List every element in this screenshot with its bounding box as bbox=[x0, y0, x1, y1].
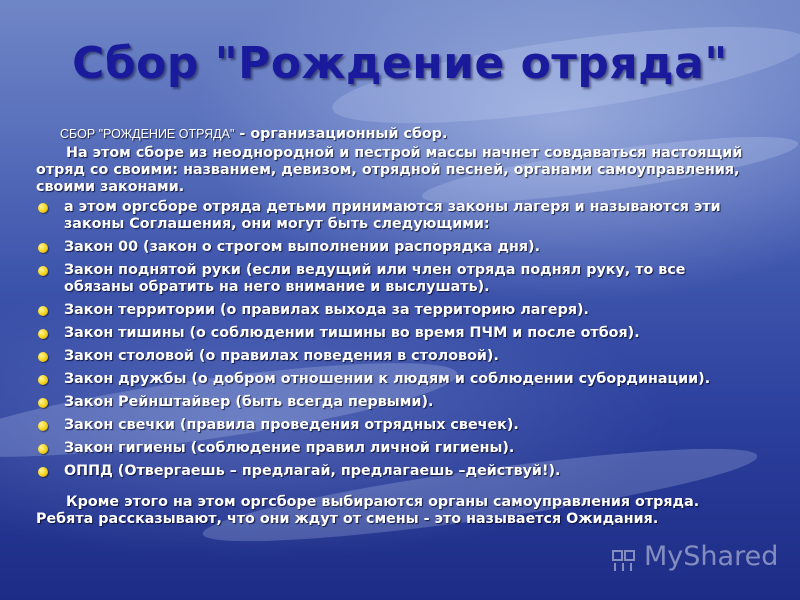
lead-line bbox=[36, 126, 754, 143]
lead-label: СБОР "РОЖДЕНИЕ ОТРЯДА" bbox=[60, 127, 235, 141]
watermark-logo bbox=[610, 534, 790, 580]
bullet-icon bbox=[38, 243, 48, 253]
list-item bbox=[36, 199, 754, 233]
list-item bbox=[36, 440, 754, 457]
list-item bbox=[36, 394, 754, 411]
list-item bbox=[36, 348, 754, 365]
bullet-icon bbox=[38, 398, 48, 408]
list-item-text: Закон 00 (закон о строгом выполнении распорядка дня). bbox=[64, 239, 541, 255]
laws-list bbox=[36, 199, 754, 480]
list-item bbox=[36, 239, 754, 256]
bullet-icon bbox=[38, 375, 48, 385]
bullet-icon bbox=[38, 444, 48, 454]
bullet-icon bbox=[38, 421, 48, 431]
watermark-text: MyShared bbox=[644, 541, 779, 572]
list-item bbox=[36, 302, 754, 319]
slide-title: Сбор "Рождение отряда" bbox=[72, 38, 728, 89]
bullet-icon bbox=[38, 266, 48, 276]
bullet-icon bbox=[38, 203, 48, 213]
list-item-text: Закон тишины (о соблюдении тишины во время ПЧМ и после отбоя). bbox=[64, 325, 640, 341]
list-item-text: Закон поднятой руки (если ведущий или член отряда поднял руку, то все обязаны обратить на него внимание и выслушать). bbox=[64, 262, 686, 295]
intro-paragraph: На этом сборе из неоднородной и пестрой массы начнет совдаваться настоящий отряд со своими: названием, девизом, отрядной песней, органами самоуправления, своими законами. bbox=[36, 145, 743, 195]
list-item bbox=[36, 371, 754, 388]
list-item-text: Закон Рейнштайвер (быть всегда первыми). bbox=[64, 394, 434, 410]
list-item-text: а этом оргсборе отряда детьми принимаются законы лагеря и называются эти законы Соглашения, они могут быть следующими: bbox=[64, 199, 721, 232]
list-item bbox=[36, 417, 754, 434]
slide-body bbox=[36, 126, 754, 542]
list-item bbox=[36, 262, 754, 296]
list-item bbox=[36, 325, 754, 342]
bullet-icon bbox=[38, 467, 48, 477]
bullet-icon bbox=[38, 306, 48, 316]
list-item-text: Закон территории (о правилах выхода за территорию лагеря). bbox=[64, 302, 589, 318]
list-item-text: Закон столовой (о правилах поведения в столовой). bbox=[64, 348, 499, 364]
bullet-icon bbox=[38, 352, 48, 362]
bullet-icon bbox=[38, 329, 48, 339]
list-item-text: Закон гигиены (соблюдение правил личной гигиены). bbox=[64, 440, 515, 456]
list-item-text: Закон дружбы (о добром отношении к людям и соблюдении субординации). bbox=[64, 371, 711, 387]
list-item bbox=[36, 463, 754, 480]
lead-text: - организационный сбор. bbox=[234, 126, 448, 142]
watermark-icon bbox=[610, 543, 640, 573]
footer-paragraph: Кроме этого на этом оргсборе выбираются органы самоуправления отряда. Ребята рассказывают, что они ждут от смены - это называется Ожидания. bbox=[36, 494, 700, 527]
list-item-text: Закон свечки (правила проведения отрядных свечек). bbox=[64, 417, 519, 433]
list-item-text: ОППД (Отвергаешь – предлагай, предлагаешь –действуй!). bbox=[64, 463, 561, 479]
